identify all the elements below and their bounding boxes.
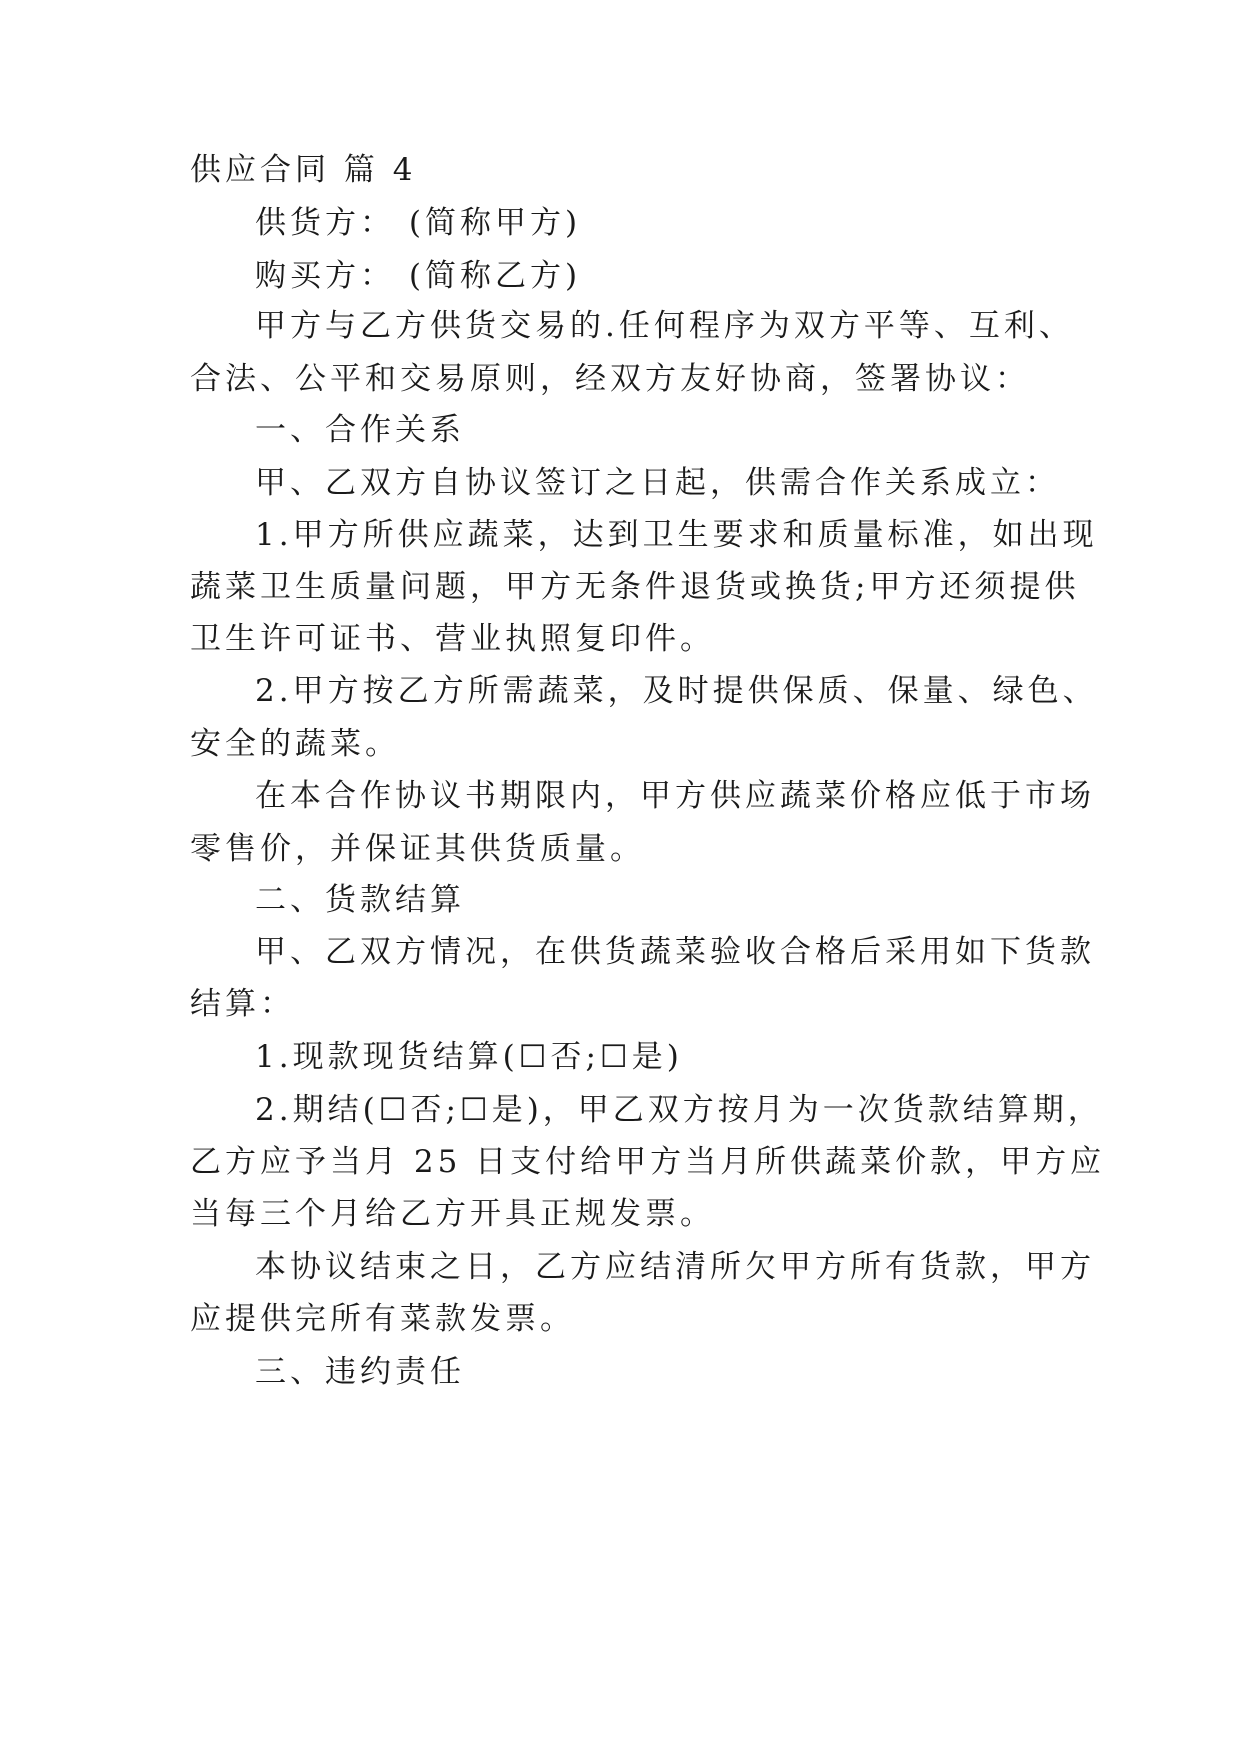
section1-title: 一、合作关系 (255, 412, 465, 448)
section2-title: 二、货款结算 (255, 882, 465, 918)
section1-price-line-1: 在本合作协议书期限内，甲方供应蔬菜价格应低于市场 (255, 778, 1095, 814)
document-title: 供应合同 篇 4 (190, 152, 417, 188)
intro-line-1: 甲方与乙方供货交易的.任何程序为双方平等、互利、 (255, 308, 1074, 344)
section2-end-line-1: 本协议结束之日，乙方应结清所欠甲方所有货款，甲方 (255, 1249, 1095, 1285)
section2-end-line-2: 应提供完所有菜款发票。 (190, 1301, 575, 1337)
section1-item1-line-2: 蔬菜卫生质量问题，甲方无条件退货或换货;甲方还须提供 (190, 569, 1080, 605)
section1-item2-line-2: 安全的蔬菜。 (190, 726, 400, 762)
section1-item1-line-1: 1.甲方所供应蔬菜，达到卫生要求和质量标准，如出现 (255, 517, 1098, 553)
section2-item1: 1.现款现货结算(☐否;☐是) (255, 1039, 683, 1075)
supplier-line: 供货方： (简称甲方) (255, 205, 582, 241)
section3-title: 三、违约责任 (255, 1354, 465, 1390)
section2-item2-line-1: 2.期结(☐否;☐是)，甲乙双方按月为一次货款结算期， (255, 1092, 1103, 1128)
intro-line-2: 合法、公平和交易原则，经双方友好协商，签署协议： (190, 361, 1030, 397)
section1-intro: 甲、乙双方自协议签订之日起，供需合作关系成立： (255, 465, 1060, 501)
section1-item2-line-1: 2.甲方按乙方所需蔬菜，及时提供保质、保量、绿色、 (255, 673, 1098, 709)
section2-item2-line-2: 乙方应予当月 25 日支付给甲方当月所供蔬菜价款，甲方应 (190, 1144, 1106, 1180)
buyer-line: 购买方： (简称乙方) (255, 258, 582, 294)
section1-item1-line-3: 卫生许可证书、营业执照复印件。 (190, 621, 715, 657)
section2-intro-line-2: 结算： (190, 986, 295, 1022)
section2-item2-line-3: 当每三个月给乙方开具正规发票。 (190, 1196, 715, 1232)
section2-intro-line-1: 甲、乙双方情况，在供货蔬菜验收合格后采用如下货款 (255, 934, 1095, 970)
section1-price-line-2: 零售价，并保证其供货质量。 (190, 831, 645, 867)
